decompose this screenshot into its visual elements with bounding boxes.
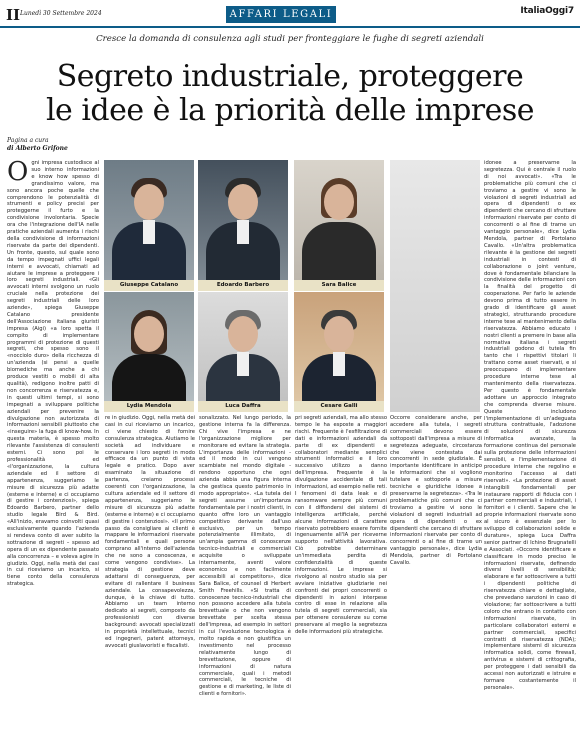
- article-kicker: Cresce la domanda di consulenza agli studi per fronteggiare le fughe di segreti aziendali: [96, 34, 484, 44]
- portrait-photo: [104, 292, 194, 412]
- photo-caption: Edoardo Barbero: [198, 280, 288, 291]
- byline-author: di Alberto Grifone: [7, 145, 68, 152]
- drop-cap: O: [7, 160, 29, 187]
- section-label: AFFARI LEGALI: [226, 6, 336, 23]
- article-headline: [0, 60, 580, 128]
- article-column-4: pri segreti aziendali, ma allo stesso tempo le ha esposte a maggiori rischi. Frequente è l'esfiltrazione di dati e informazioni aziendali da parte di ex dipendenti e collaboratori mediante semplici strumenti informatici e il loro successivo utilizzo a danno dell'impresa. Frequente è la divulgazione accidentale di tali informazioni, ad esempio nelle reti. I fenomeni di data leak e di ransomware sempre più comuni con il diffondersi dei sistemi di intelligenza artificiale, perché alcune informazioni di carattere riservato potrebbero essere fornite ingenuamente all'IA per riceverne supporto nell'attività lavorativa. Ciò potrebbe determinare un'immediata perdita di confidenzialità di queste informazioni. Le imprese si rivolgono al nostro studio sia per avviare iniziative giudiziarie nei confronti dei propri concorrenti o dipendenti in azioni interpese contro di esse in relazione alla tutela di segreti commerciali, sia per ottenere consulenze su come preservare al meglio la segretezza delle informazioni più strategiche.: [295, 415, 387, 636]
- article-column-6: idonee a preservarne la segretezza. Qui è centrale il ruolo di noi avvocati». «Tra le problematiche più comuni che ci troviamo a gestire vi sono le violazioni di segreti industriali ad opera di dipendenti o ex dipendenti che cercano di sfruttare informazioni riservate per conto di concorrenti o al fine di trarne un vantaggio personale», dice Lydia Mendola, partner di Portolano Cavallo. «Un'altra problematica rilevante è la gestione dei segreti industriali in contesti di collaborazione o joint venture, dove è fondamentale bilanciare la condivisione delle informazioni con la finalità del progetto di cooperazione. Per farlo le aziende devono prima di tutto essere in grado di identificare gli asset strategici, strutturando procedure interne tese al mantenimento della riservatezza. Abbiamo educato i nostri clienti a premere in base alla normativa italiana i segreti industriali godono di tutela fin tanto che i rispettivi titolari li trattano come asset riservati, e si preoccupano di implementare procedure interne tese al mantenimento della riservatezza. Per questo è fondamentale adottare un approccio integrato che comprenda diverse misure. Queste includono l'implementazione di un'adeguata struttura contrattuale, l'adozione di soluzioni di sicurezza informatica avanzate, la formazione continua del personale sulla protezione delle informazioni sensibili, e l'implementazione di procedure interne che regolino e monitorino l'accesso ai dati riservati». «La protezione di asset intangibili fondamentali per instaurare rapporti di fiducia con i partner commerciali e industriali, i fornitori e i clienti. Sapere che le proprie informazioni riservate sono al sicuro è essenziale per lo sviluppo di collaborazioni solide e durature», spiega Luca Daffra senior partner di Ichino Brugnatelli e Associati. «Occorre identificare e classificare in modo preciso le informazioni riservate, definendo diversi livelli di sensibilità; elaborare e far sottoscrivere a tutti i dipendenti politiche di riservatezza chiare e dettagliate, che prevedano sanzioni in caso di violazione; far sottoscrivere a tutti coloro che entrano in contatto con informazioni riservate, in particolare collaboratori esterni e partner commerciali, specifici contratti di riservatezza (NDA); implementare sistemi di sicurezza informatica solidi, come firewall, antivirus e sistemi di crittografia, per proteggere i dati sensibili da accessi non autorizzati e istruire e formare costantemente il personale».: [484, 160, 576, 691]
- portrait-photo: [390, 160, 480, 412]
- headline-line-1: Segreto industriale, proteggere: [56, 59, 524, 94]
- byline-line-1: Pagina a cura: [7, 137, 49, 144]
- portrait-photo: [198, 160, 288, 280]
- article-column-2: re in giudizio. Oggi, nella metà dei casi in cui riceviamo un incarico, ci viene chiesto di fornire consulenza strategica. Aiutiamo le società ad individuare e conservare i loro segreti in modo efficace da un punto di vista legale e pratico. Dopo aver esaminato la situazione di partenza, creiamo processi coerenti con l'organizzazione, la cultura aziendale ed il settore di appartenenza, suggeriamo le misure di sicurezza più adatte (esterne e interne) e ci occupiamo di gestire i contenziosi». «Il primo passo da consigliare ai clienti è mappare le informazioni riservate fondamentali e quali persone comprano all'interno dell'azienda che ne sono a conoscenza, e come vengono condivise». La strategia di gestione deve adattarsi di conseguenza, per evitare di rallentare il business aziendale. La consapevolezza, dunque, è la chiave di tutto. Abbiamo un team interno dedicato ai segreti, composto da professionisti con diverse background: avvocati specializzati in proprietà intellettuale, tecnici ed ingegneri, patent attorneys, avvocati giuslavoristi e fiscalisti.: [105, 415, 195, 649]
- portrait-photo: [198, 292, 288, 412]
- photo-caption: Lydia Mendola: [104, 401, 194, 412]
- portrait-photo: [294, 160, 384, 280]
- portrait-photo: [104, 160, 194, 280]
- column-1-text: gni impresa custodisce al suo interno informazioni e know how spesso di grandissimo valore, ma sono ancora poche quelle che comprendono le potenzialità di strumenti e policy precisi per proteggerne il furto e la condivisione involontaria. Specie ora che l'integrazione dell'IA nelle pratiche aziendali aumenta i rischi della condivisione di informazioni riservate da parte dei dipendenti. Un fronte, questo, sul quale sono da tempo impegnati uffici legali interni e avvocati, chiamati ad aiutare le imprese a proteggere i loro segreti industriali. «Gli avvocati interni svolgono un ruolo cruciale nella protezione dei segreti industriali delle loro aziende», spiega Giuseppe Catalano presidente dell'Associazione italiana giuristi impresa (Aigi) «a loro spetta il compito di implementare programmi di protezione di questi segreti, che spesso sono il «nocciolo duro» della ricchezza di un'azienda (si pensi a quelle biomediche ma anche a chi produce vestiti o mobili di alta qualità), redigono inoltre patti di non concorrenza e riservatezza e, in questi ultimi tempi, si sono impegnati a sviluppare politiche aziendali per prevenire la divulgazione non autorizzata di informazioni sensibili piuttosto che «inseguire» la fuga di know-how. In questa materia, è spesso molto rilevante l'assistenza di consulenti esterni. Ci sono poi le professionalità ed «l'organizzazione, la cultura aziendale ed il settore di appartenenza, suggeriamo le misure di sicurezza più adatte (esterne e interne) e ci occupiamo di gestire i contenziosi», spiega Edoardo Barbero, partner dello studio legale Bird & Bird. «All'inizio, eravamo coinvolti quasi esclusivamente quando l'azienda si rendeva conto di aver subito la sottrazione di segreti – spesso ad opera di un ex dipendente passato alla concorrenza – e voleva agire in giudizio. Oggi, nella metà dei casi in cui riceviamo un incarico, si tiene conto della consulenza strategica.: [7, 160, 99, 588]
- article-column-5: Occorre considerare anche, per accedere alla tutela, i segreti commerciali devono essere sottoposti dall'impresa a misure di segretezza adeguate, circostanza che viene contestata dai concorrenti in sede giudiziale. È importante identificare in anticipo le informazioni che si vogliono tutelare e sottoporle a misure tecniche e giuridiche idonee a preservarne la segretezza». «Tra le problematiche più comuni che ci troviamo a gestire vi sono le violazioni di segreti industriali ad opera di dipendenti o ex dipendenti che cercano di sfruttare informazioni riservate per conto di concorrenti o al fine di trarne un vantaggio personale», dice Lydia Mendola, partner di Portolano Cavallo.: [390, 415, 482, 567]
- byline: [7, 137, 103, 153]
- photo-caption: Giuseppe Catalano: [104, 280, 194, 291]
- issue-date: Lunedì 30 Settembre 2024: [20, 10, 102, 17]
- header-rule: [0, 26, 580, 28]
- article-column-1: [7, 160, 99, 745]
- photo-caption: Luca Daffra: [198, 401, 288, 412]
- headline-line-2: le idee è la priorità delle imprese: [45, 93, 535, 128]
- photo-caption: Sara Balice: [294, 280, 384, 291]
- photo-caption: Cesare Galli: [294, 401, 384, 412]
- article-column-3: sonalizzato. Nel lungo periodo, la gestione interna fa la differenza. Chi vive l'impresa e ne l'organizzazione migliore per monitorare ed evitare la strategia. L'importanza delle informazioni - ed il modo in cui vengono scambiate nel mondo digitale - rendono opportuno che ogni azienda abbia una figura interna che gestisca questo patrimonio in modo appropriato». «La tutela dei segreti assume un'importanza fondamentale per i nostri clienti, in quanto offre loro un vantaggio competitivo derivante dall'uso esclusivo, per un tempo potenzialmente illimitato, di un'ampia gamma di conoscenze tecnico-industriali e commerciali acquisite o sviluppate internamente, aventi valore economico e non facilmente accessibili ai competitors», dice Sara Balice, of counsel di Herbert Smith Freehills. «Si tratta di conoscenze tecnico-industriali che non possono accedere alla tutela brevettuale o che non vengono brevettate per scelta stessa dell'impresa, ad esempio in settori in cui l'evoluzione tecnologica è molto rapida e non giustifica un investimento nel processo relativamente lungo di brevettazione, oppure di informazioni di natura commerciale, quali i metodi commerciali, le tecniche di gestione e di marketing, le liste di clienti e fornitori».: [199, 415, 291, 698]
- publication-logo: ItaliaOggi7: [520, 6, 574, 16]
- page-number: II: [6, 6, 21, 24]
- portrait-photo: [294, 292, 384, 412]
